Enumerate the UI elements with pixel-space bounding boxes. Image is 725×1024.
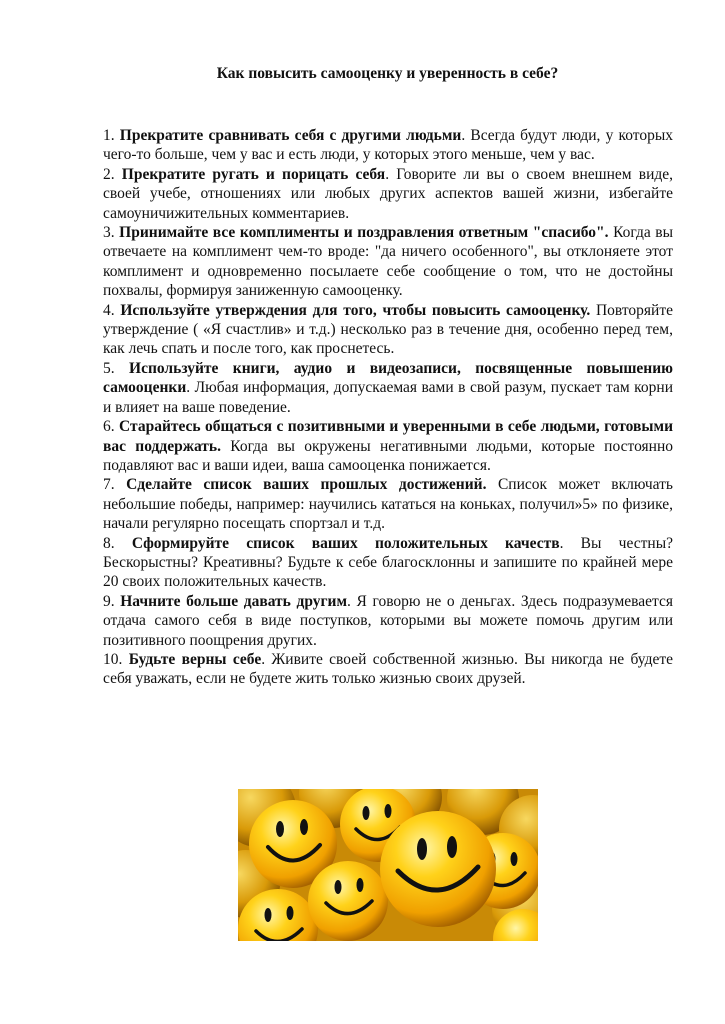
item-number: 8. bbox=[103, 534, 132, 552]
item-number: 9. bbox=[103, 592, 121, 610]
smiley-face-icon bbox=[380, 811, 496, 927]
item-text: Когда вы окружены негативными людьми, которые постоянно подавляют вас и ваши идеи, ваша самооценка понижается. bbox=[103, 437, 673, 474]
item-heading: Сделайте список ваших прошлых достижений. bbox=[126, 476, 487, 494]
tips-list bbox=[103, 126, 673, 689]
list-item bbox=[103, 417, 673, 475]
list-item bbox=[103, 475, 673, 533]
item-heading: Принимайте все комплименты и поздравления ответным "спасибо". bbox=[119, 224, 609, 242]
smiley-face-icon bbox=[308, 861, 388, 941]
list-item bbox=[103, 650, 673, 689]
item-number: 10. bbox=[103, 650, 129, 668]
list-item bbox=[103, 534, 673, 592]
item-text: . Я говорю не о деньгах. Здесь подразумевается отдача самого себя в виде поступков, которыми вы можете помочь другим или позитивного поощрения других. bbox=[103, 592, 673, 649]
item-number: 6. bbox=[103, 418, 120, 436]
item-number: 1. bbox=[103, 127, 120, 144]
item-number: 4. bbox=[103, 301, 121, 319]
item-number: 7. bbox=[103, 476, 127, 494]
list-item bbox=[103, 223, 673, 301]
item-text: . Живите своей собственной жизнью. Вы никогда не будете себя уважать, если не будете жить только жизнью своих друзей. bbox=[103, 650, 673, 688]
item-heading: Начните больше давать другим bbox=[120, 592, 348, 610]
item-text: . Говорите ли вы о своем внешнем виде, своей учебе, отношениях или любых других аспектов вашей жизни, избегайте самоуничижительных комментариев. bbox=[103, 165, 674, 222]
item-heading: Используйте книги, аудио и видеозаписи, посвященные повышению самооценки bbox=[103, 359, 673, 397]
item-heading: Прекратите ругать и порицать себя bbox=[121, 165, 386, 183]
item-text: . Всегда будут люди, у которых чего-то больше, чем у вас и есть люди, у которых этого меньше, чем у вас. bbox=[103, 127, 674, 164]
list-item bbox=[103, 165, 673, 223]
item-heading: Старайтесь общаться с позитивными и уверенными в себе людьми, готовыми вас поддержать. bbox=[103, 418, 674, 455]
item-text: Повторяйте утверждение ( «Я счастлив» и т.д.) несколько раз в течение дня, особенно перед тем, как лечь спать и после того, как проснетесь. bbox=[103, 301, 673, 358]
item-heading: Сформируйте список ваших положительных качеств bbox=[131, 534, 560, 552]
item-heading: Будьте верны себе bbox=[128, 650, 262, 668]
list-item bbox=[103, 592, 673, 650]
page-title: Как повысить самооценку и уверенность в себе? bbox=[216, 65, 559, 82]
smiley-balls-photo bbox=[238, 789, 538, 941]
item-text: Список может включать небольшие победы, например: научились кататься на коньках, получил»5» по физике, начали регулярно посещать спортзал и т.д. bbox=[103, 476, 673, 533]
item-heading: Прекратите сравнивать себя с другими людьми bbox=[119, 127, 462, 144]
item-heading: Используйте утверждения для того, чтобы повысить самооценку. bbox=[120, 301, 591, 319]
item-number: 2. bbox=[103, 165, 122, 183]
item-text: Когда вы отвечаете на комплимент чем-то вроде: "да ничего особенного", вы отклоняете этот комплимент и одновременно посылаете себе сообщение о том, что не достойны похвалы, формируя заниженную самооценку. bbox=[103, 224, 674, 300]
list-item bbox=[103, 301, 673, 359]
list-item bbox=[103, 126, 673, 165]
item-text: . Вы честны? Бескорыстны? Креативны? Будьте к себе благосклонны и запишите по крайней мере 20 своих положительных качеств. bbox=[103, 534, 673, 591]
list-item bbox=[103, 359, 673, 417]
item-text: . Любая информация, допускаемая вами в свой разум, пускает там корни и влияет на ваше поведение. bbox=[103, 379, 673, 416]
item-number: 3. bbox=[103, 224, 120, 242]
item-number: 5. bbox=[103, 359, 130, 377]
